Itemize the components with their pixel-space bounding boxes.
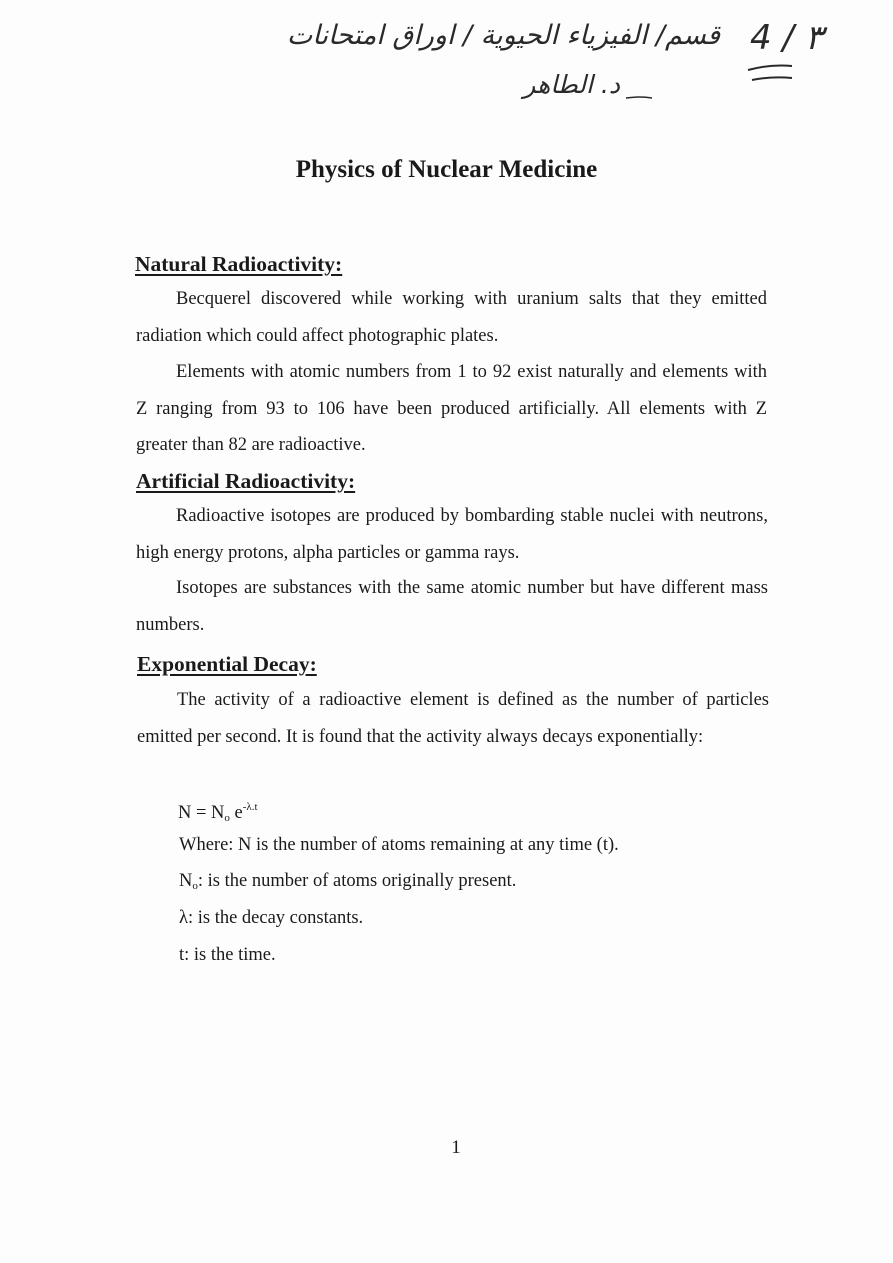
paragraph (136, 354, 767, 464)
definition-lambda: λ: is the decay constants. (179, 908, 364, 928)
paragraph-text: Elements with atomic numbers from 1 to 92 exist naturally and elements with Z ranging from 93 to 106 have been produced artificially. All elements with Z greater than 82 are radioactive. (136, 362, 767, 455)
paragraph-text: The activity of a radioactive element is defined as the number of particles emitted per second. It is found that the activity always decays exponentially: (137, 690, 769, 747)
n0-symbol: N (179, 871, 193, 891)
paragraph (137, 682, 769, 755)
formula-exponent: -λ.t (242, 801, 258, 813)
n0-text: : is the number of atoms originally present. (197, 871, 517, 891)
formula-base: e (229, 803, 243, 823)
paragraph (136, 281, 767, 354)
paragraph-text: Radioactive isotopes are produced by bombarding stable nuclei with neutrons, high energy protons, alpha particles or gamma rays. (136, 506, 768, 563)
decay-formula (178, 801, 258, 824)
section-heading-natural-radioactivity: Natural Radioactivity: (135, 252, 343, 276)
section-heading-artificial-radioactivity: Artificial Radioactivity: (136, 469, 356, 493)
paragraph (136, 570, 768, 643)
section-heading-exponential-decay: Exponential Decay: (137, 652, 317, 676)
paragraph-text: Isotopes are substances with the same atomic number but have different mass numbers. (136, 578, 768, 635)
formula-subscript: o (224, 812, 230, 824)
handwritten-annotation (286, 14, 860, 124)
definition-where: Where: N is the number of atoms remaining at any time (t). (179, 835, 619, 855)
annotation-line-2: د. الطاهر (523, 70, 620, 99)
annotation-line-1: قسم/ الفيزياء الحيوية / اوراق امتحانات (286, 20, 720, 51)
annotation-fraction: 4 / ٣ (750, 18, 823, 58)
page-title: Physics of Nuclear Medicine (295, 156, 598, 183)
n0-subscript: o (192, 880, 198, 892)
page-number: 1 (451, 1137, 461, 1158)
definition-t: t: is the time. (179, 945, 276, 965)
paragraph-text: Becquerel discovered while working with uranium salts that they emitted radiation which could affect photographic plates. (136, 289, 767, 346)
definition-n0 (179, 871, 516, 892)
formula-lhs: N = N (178, 803, 225, 823)
paragraph (136, 498, 768, 571)
